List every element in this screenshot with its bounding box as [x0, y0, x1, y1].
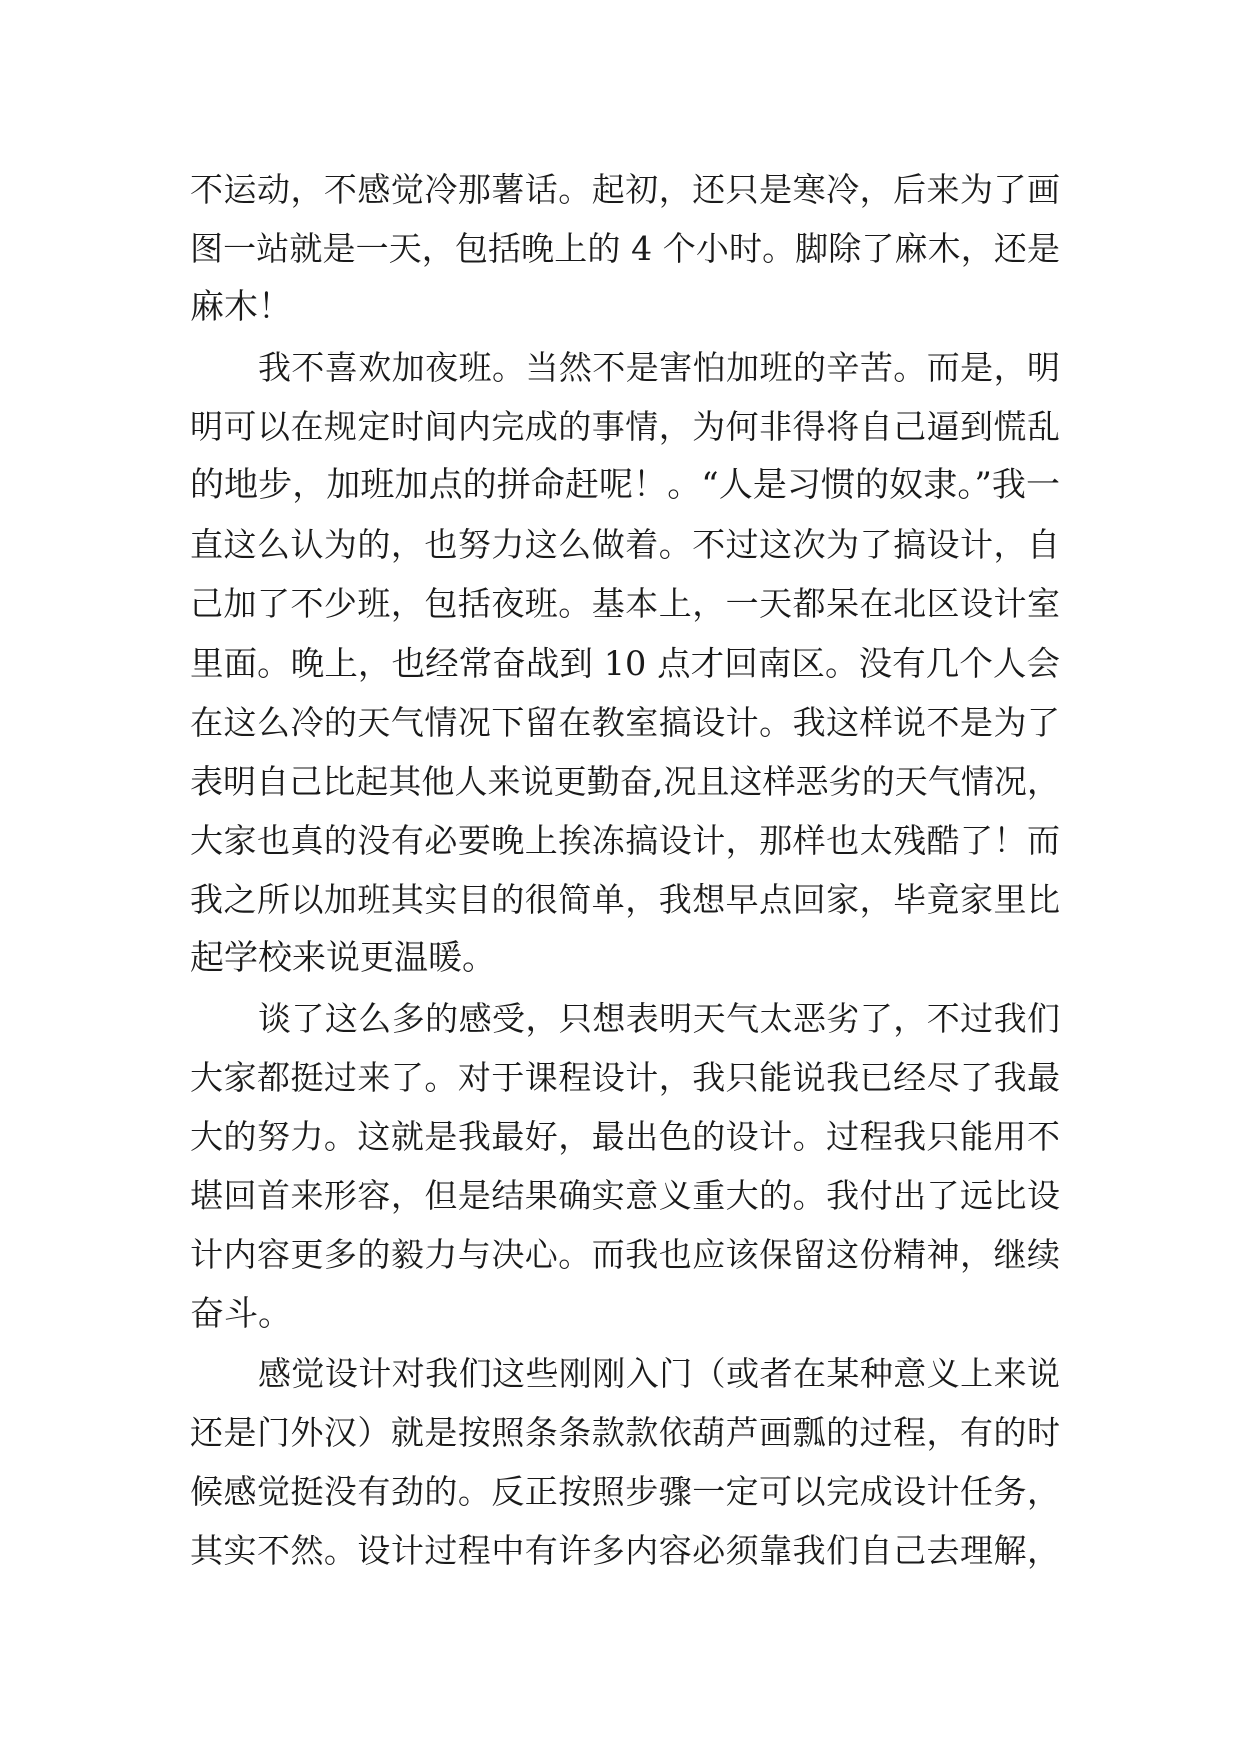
text-line: 明可以在规定时间内完成的事情，为何非得将自己逼到慌乱 [190, 406, 1060, 446]
text-line: 己加了不少班，包括夜班。基本上，一天都呆在北区设计室 [190, 584, 1060, 624]
text-line: 在这么冷的天气情况下留在教室搞设计。我这样说不是为了 [190, 702, 1060, 742]
text-line: 大的努力。这就是我最好，最出色的设计。过程我只能用不 [190, 1117, 1060, 1156]
text-line: 计内容更多的毅力与决心。而我也应该保留这份精神，继续 [190, 1235, 1060, 1275]
text-line: 谈了这么多的感受，只想表明天气太恶劣了，不过我们 [258, 998, 1060, 1038]
text-line: 的地步，加班加点的拼命赶呢！。“人是习惯的奴隶。”我一 [190, 464, 1060, 505]
text-line: 我之所以加班其实目的很简单，我想早点回家，毕竟家里比 [190, 880, 1060, 920]
body-text [190, 160, 1060, 1581]
text-line: 堪回首来形容，但是结果确实意义重大的。我付出了远比设 [190, 1176, 1060, 1216]
text-line: 不运动，不感觉冷那薯话。起初，还只是寒冷，后来为了画 [190, 170, 1060, 209]
text-line: 表明自己比起其他人来说更勤奋,况且这样恶劣的天气情况， [190, 761, 1060, 801]
text-line: 里面。晚上，也经常奋战到 10 点才回南区。没有几个人会 [190, 643, 1060, 683]
text-line: 我不喜欢加夜班。当然不是害怕加班的辛苦。而是，明 [258, 347, 1060, 387]
text-line: 起学校来说更温暖。 [190, 938, 496, 979]
text-line: 大家也真的没有必要晚上挨冻搞设计，那样也太残酷了！而 [190, 821, 1060, 861]
text-line: 直这么认为的，也努力这么做着。不过这次为了搞设计，自 [190, 525, 1060, 565]
text-line: 其实不然。设计过程中有许多内容必须靠我们自己去理解， [190, 1531, 1060, 1571]
text-line: 奋斗。 [190, 1293, 292, 1334]
text-line: 候感觉挺没有劲的。反正按照步骤一定可以完成设计任务， [190, 1472, 1060, 1512]
text-line: 图一站就是一天，包括晚上的 4 个小时。脚除了麻木，还是 [190, 229, 1060, 269]
text-line: 麻木！ [190, 287, 292, 328]
text-line: 感觉设计对我们这些刚刚入门（或者在某种意义上来说 [258, 1353, 1060, 1393]
text-line: 大家都挺过来了。对于课程设计，我只能说我已经尽了我最 [190, 1057, 1060, 1097]
text-line: 还是门外汉）就是按照条条款款依葫芦画瓢的过程，有的时 [190, 1412, 1060, 1452]
